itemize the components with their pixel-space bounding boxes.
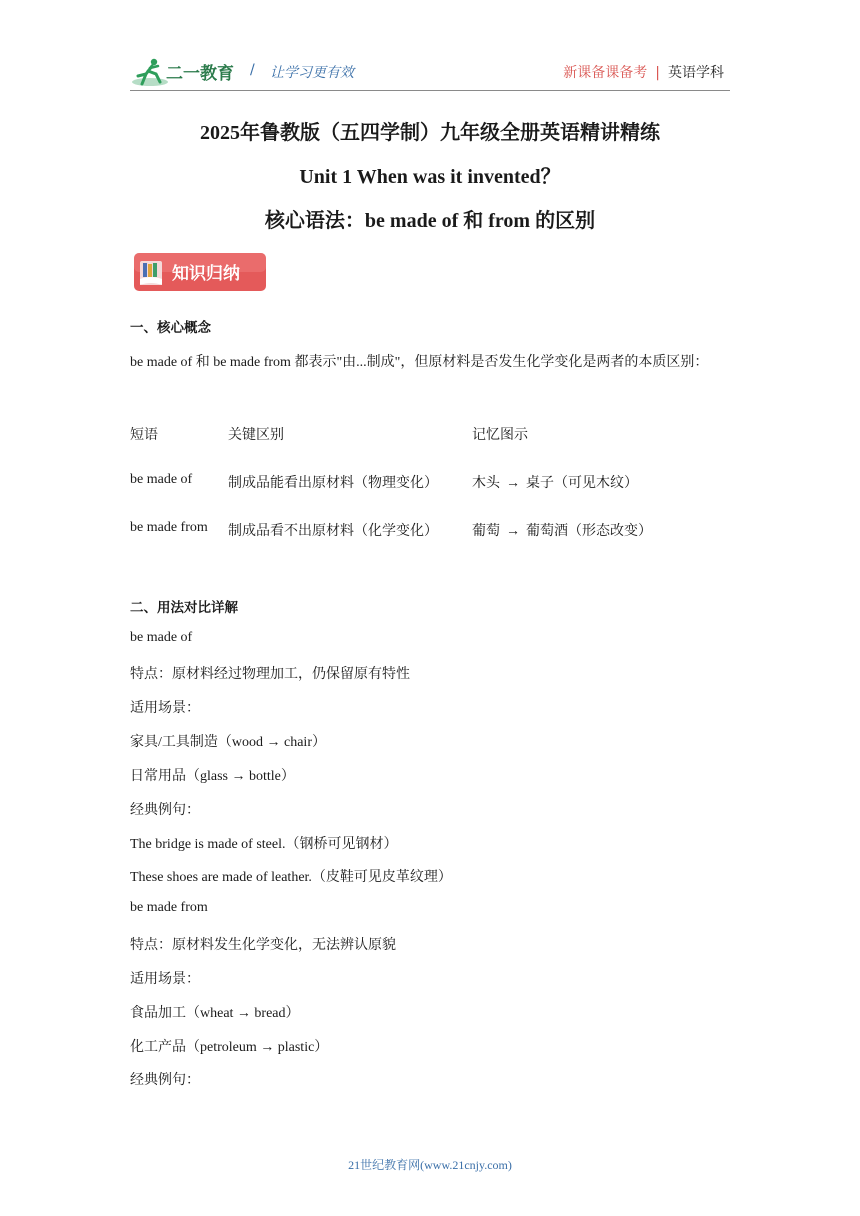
table-row — [130, 472, 730, 496]
header-rule — [130, 90, 730, 91]
header-separator: | — [655, 65, 660, 81]
unit-title: Unit 1 When was it invented？ — [299, 166, 561, 188]
knowledge-badge — [134, 253, 266, 291]
phrase-cell: be made of — [130, 472, 193, 487]
body-line: 经典例句： — [130, 1073, 200, 1088]
body-line: 特点：原材料经过物理加工，仍保留原有特性 — [130, 667, 410, 682]
body-line: 特点：原材料发生化学变化，无法辨认原貌 — [130, 938, 396, 953]
svg-text:知识归纳: 知识归纳 — [172, 264, 240, 284]
section-heading-concept: 一、核心概念 — [130, 320, 211, 336]
body-line: The bridge is made of steel.（钢桥可见钢材） — [130, 837, 398, 852]
body-line: 适用场景： — [130, 972, 200, 987]
phrase-cell: be made from — [130, 520, 208, 535]
table-header-row — [130, 424, 730, 448]
page-header — [130, 54, 730, 90]
section-heading-usage: 二、用法对比详解 — [130, 600, 238, 616]
memory-cell: 木头 → 桌子（可见木纹） — [472, 476, 638, 491]
header-tag-prep: 新课备课备考 — [563, 65, 648, 81]
concept-paragraph: be made of 和 be made from 都表示"由...制成"，但原材料是否发生化学变化是两者的本质区别： — [130, 355, 709, 370]
header-cell: 记忆图示 — [472, 428, 528, 443]
header-slogan: 让学习更有效 — [270, 65, 354, 81]
difference-cell: 制成品看不出原材料（化学变化） — [228, 524, 438, 539]
runner-logo-icon — [130, 56, 242, 88]
logo — [130, 56, 242, 88]
document-title: 2025年鲁教版（五四学制）九年级全册英语精讲精练 — [200, 122, 660, 144]
header-tag-subject: 英语学科 — [668, 65, 724, 81]
body-line: 日常用品（glass → bottle） — [130, 769, 295, 784]
body-line: be made of — [130, 630, 193, 645]
header-slash: / — [250, 62, 255, 78]
header-right — [563, 62, 724, 82]
body-line: 化工产品（petroleum → plastic） — [130, 1040, 329, 1055]
page-footer: 21世纪教育网(www.21cnjy.com) — [348, 1158, 512, 1172]
table-row — [130, 520, 730, 544]
difference-cell: 制成品能看出原材料（物理变化） — [228, 476, 438, 491]
body-line: 经典例句： — [130, 803, 200, 818]
grammar-title: 核心语法：be made of 和 from 的区别 — [264, 210, 596, 232]
svg-text:二一教育: 二一教育 — [166, 64, 234, 84]
body-line: be made from — [130, 900, 208, 915]
memory-cell: 葡萄 → 葡萄酒（形态改变） — [472, 524, 652, 539]
body-line: 家具/工具制造（wood → chair） — [130, 735, 326, 750]
arrow-icon: → — [506, 476, 520, 491]
header-cell: 短语 — [130, 428, 158, 443]
arrow-icon: → — [506, 524, 520, 539]
book-icon — [140, 261, 162, 285]
body-line: 食品加工（wheat → bread） — [130, 1006, 300, 1021]
body-line: 适用场景： — [130, 701, 200, 716]
body-line: These shoes are made of leather.（皮鞋可见皮革纹理） — [130, 870, 452, 885]
header-cell: 关键区别 — [228, 428, 284, 443]
